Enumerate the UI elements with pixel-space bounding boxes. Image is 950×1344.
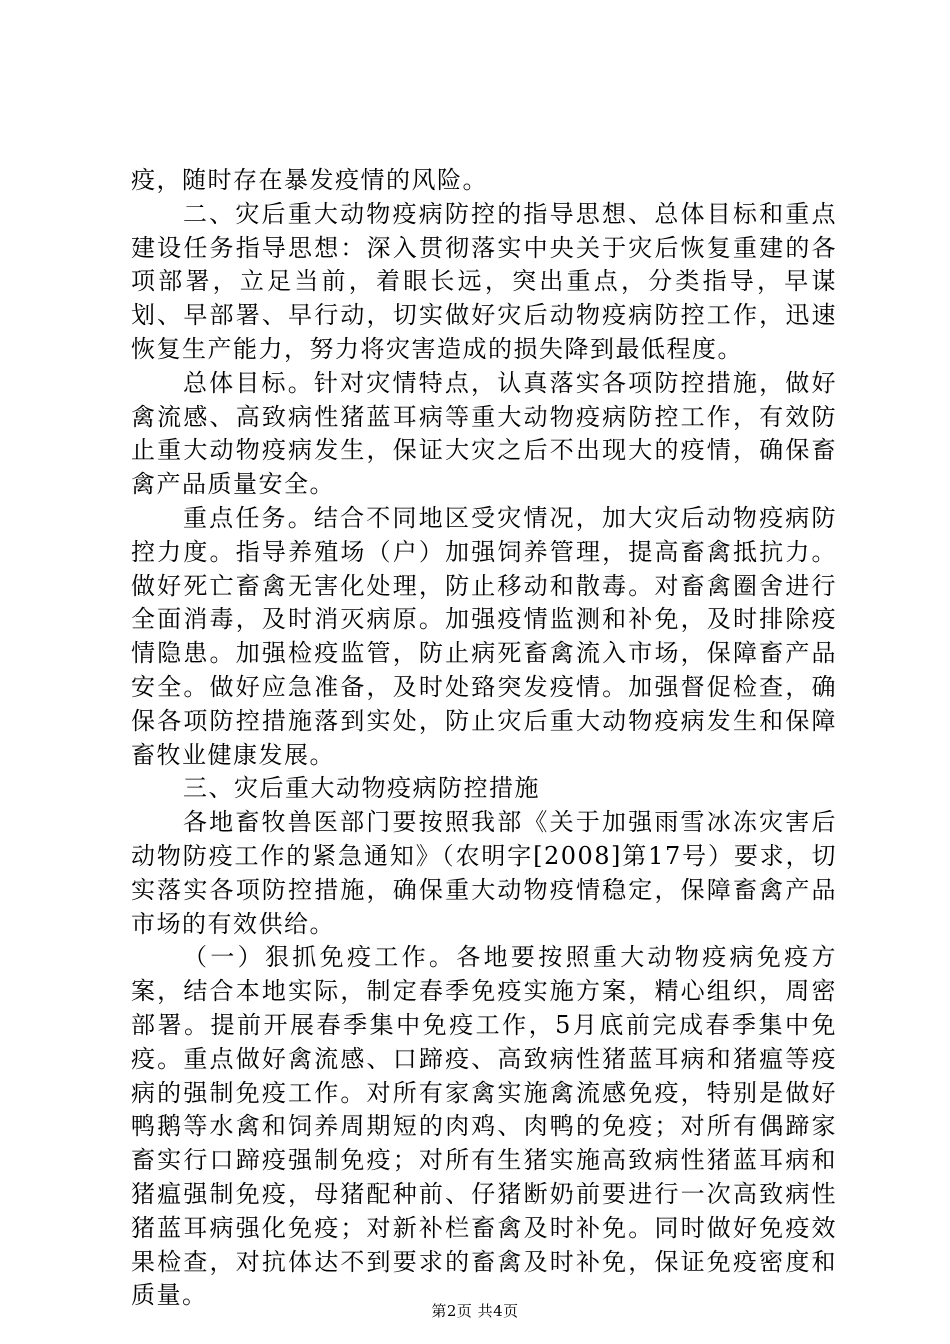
page-number-footer: 第2页 共4页	[431, 1302, 519, 1320]
paragraph-immunization: （一）狠抓免疫工作。各地要按照重大动物疫病免疫方案，结合本地实际，制定春季免疫实施方案，精心组织，周密部署。提前开展春季集中免疫工作，5月底前完成春季集中免疫。重点做好禽流感、口蹄疫、高致病性猪蓝耳病和猪瘟等疫病的强制免疫工作。对所有家禽实施禽流感免疫，特别是做好鸭鹅等水禽和饲养周期短的肉鸡、肉鸭的免疫；对所有偶蹄家畜实行口蹄疫强制免疫；对所有生猪实施高致病性猪蓝耳病和猪瘟强制免疫，母猪配种前、仔猪断奶前要进行一次高致病性猪蓝耳病强化免疫；对新补栏畜禽及时补免。同时做好免疫效果检查，对抗体达不到要求的畜禽及时补免，保证免疫密度和质量。	[131, 943, 837, 1310]
paragraph-ministry-notice: 各地畜牧兽医部门要按照我部《关于加强雨雪冰冻灾害后动物防疫工作的紧急通知》（农明字[2008]第17号）要求，切实落实各项防控措施，确保重大动物疫情稳定，保障畜禽产品市场的有效供给。	[131, 808, 837, 938]
paragraph-section-two: 二、灾后重大动物疫病防控的指导思想、总体目标和重点建设任务指导思想：深入贯彻落实中央关于灾后恢复重建的各项部署，立足当前，着眼长远，突出重点，分类指导，早谋划、早部署、早行动，切实做好灾后动物疫病防控工作，迅速恢复生产能力，努力将灾害造成的损失降到最低程度。	[131, 199, 837, 363]
document-body	[131, 164, 837, 1313]
paragraph-overall-goal: 总体目标。针对灾情特点，认真落实各项防控措施，做好禽流感、高致病性猪蓝耳病等重大动物疫病防控工作，有效防止重大动物疫病发生，保证大灾之后不出现大的疫情，确保畜禽产品质量安全。	[131, 368, 837, 499]
paragraph-key-tasks: 重点任务。结合不同地区受灾情况，加大灾后动物疫病防控力度。指导养殖场（户）加强饲养管理，提高畜禽抵抗力。做好死亡畜禽无害化处理，防止移动和散毒。对畜禽圈舍进行全面消毒，及时消灭病原。加强疫情监测和补免，及时排除疫情隐患。加强检疫监管，防止病死畜禽流入市场，保障畜产品安全。做好应急准备，及时处臵突发疫情。加强督促检查，确保各项防控措施落到实处，防止灾后重大动物疫病发生和保障畜牧业健康发展。	[131, 503, 837, 769]
paragraph-continuation: 疫，随时存在暴发疫情的风险。	[131, 166, 488, 194]
section-three-heading: 三、灾后重大动物疫病防控措施	[183, 774, 540, 803]
